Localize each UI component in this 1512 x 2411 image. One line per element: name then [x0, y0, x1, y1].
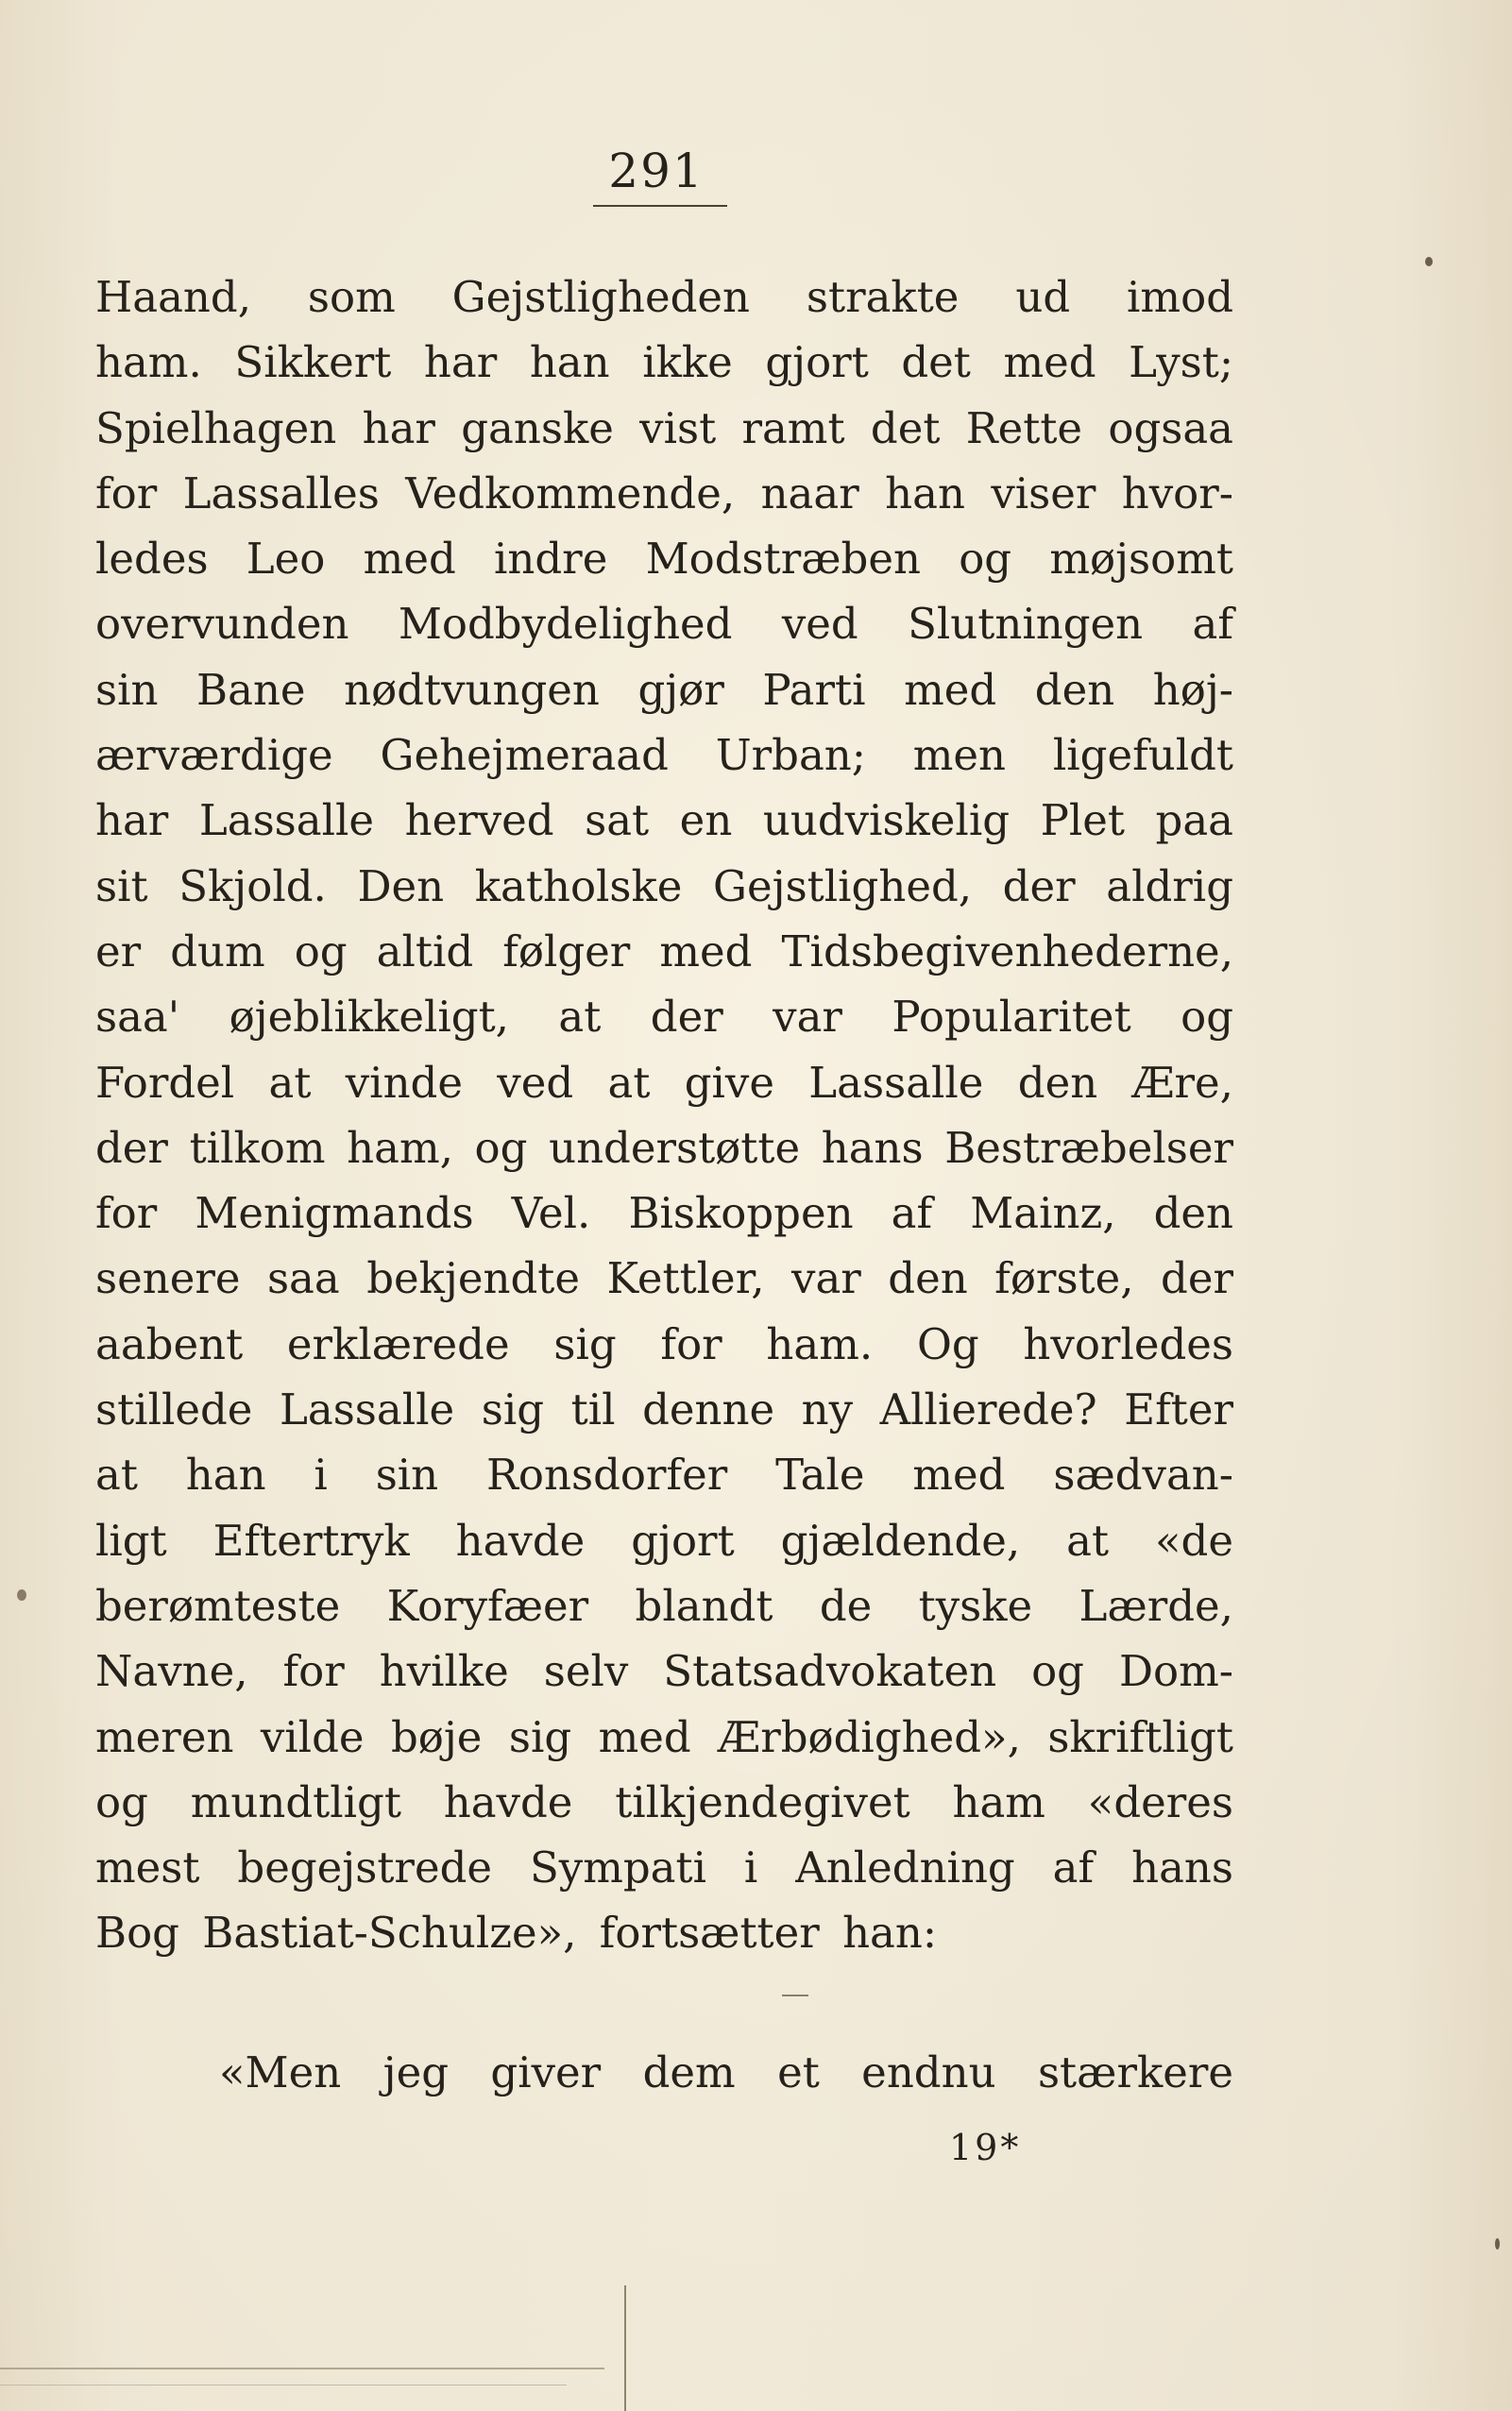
quote-opening-line: «Men jeg giver dem et endnu stærkere: [219, 2047, 1233, 2097]
text-line: at han i sin Ronsdorfer Tale med sædvan-: [95, 1450, 1233, 1501]
text-line: stillede Lassalle sig til denne ny Allierede? Efter: [95, 1384, 1233, 1435]
text-line: sit Skjold. Den katholske Gejstlighed, der aldrig: [95, 860, 1233, 911]
page-edge-line: [0, 2368, 604, 2369]
text-line: ham. Sikkert har han ikke gjort det med Lyst;: [95, 337, 1233, 388]
text-line: saa' øjeblikkeligt, at der var Popularitet og: [95, 992, 1233, 1043]
text-line: ærværdige Gehejmeraad Urban; men ligefuldt: [95, 730, 1233, 781]
text-line: der tilkom ham, og understøtte hans Bestræbelser: [95, 1122, 1233, 1173]
text-line: ledes Leo med indre Modstræben og møjsomt: [95, 534, 1233, 585]
paper-speck: [1495, 2238, 1500, 2250]
text-line: Fordel at vinde ved at give Lassalle den Ære,: [95, 1057, 1233, 1108]
text-line: har Lassalle herved sat en uudviskelig Plet paa: [95, 795, 1233, 846]
page-number-rule: [593, 205, 727, 207]
text-line: er dum og altid følger med Tidsbegivenhederne,: [95, 925, 1233, 976]
text-line: mest begejstrede Sympati i Anledning af hans: [95, 1842, 1233, 1893]
text-line: ligt Eftertryk havde gjort gjældende, at «de: [95, 1515, 1233, 1566]
signature-mark: 19*: [949, 2127, 1022, 2168]
text-line: meren vilde bøje sig med Ærbødighed», skriftligt: [95, 1711, 1233, 1762]
text-line: Bog Bastiat-Schulze», fortsætter han:: [95, 1908, 938, 1959]
text-line: Haand, som Gejstligheden strakte ud imod: [95, 272, 1233, 322]
decorative-dash: [782, 1995, 808, 1996]
text-line: og mundtligt havde tilkjendegivet ham «deres: [95, 1776, 1233, 1827]
body-paragraph: [95, 264, 1233, 1966]
text-line: senere saa bekjendte Kettler, var den første, der: [95, 1253, 1233, 1304]
text-line: sin Bane nødtvungen gjør Parti med den høj-: [95, 664, 1233, 715]
page-edge-line: [0, 2385, 567, 2386]
text-line: aabent erklærede sig for ham. Og hvorledes: [95, 1318, 1233, 1369]
page-number: 291: [608, 144, 705, 198]
text-line: for Menigmands Vel. Biskoppen af Mainz, den: [95, 1188, 1233, 1239]
text-line: Spielhagen har ganske vist ramt det Rette ogsaa: [95, 402, 1233, 453]
page-edge-mark: [624, 2285, 626, 2411]
text-line: for Lassalles Vedkommende, naar han viser hvor-: [95, 467, 1233, 518]
text-line: berømteste Koryfæer blandt de tyske Lærde,: [95, 1580, 1233, 1631]
text-line: overvunden Modbydelighed ved Slutningen af: [95, 599, 1233, 650]
text-line: Navne, for hvilke selv Statsadvokaten og Dom-: [95, 1646, 1233, 1697]
paper-speck: [1425, 257, 1433, 266]
paper-speck: [17, 1589, 26, 1601]
